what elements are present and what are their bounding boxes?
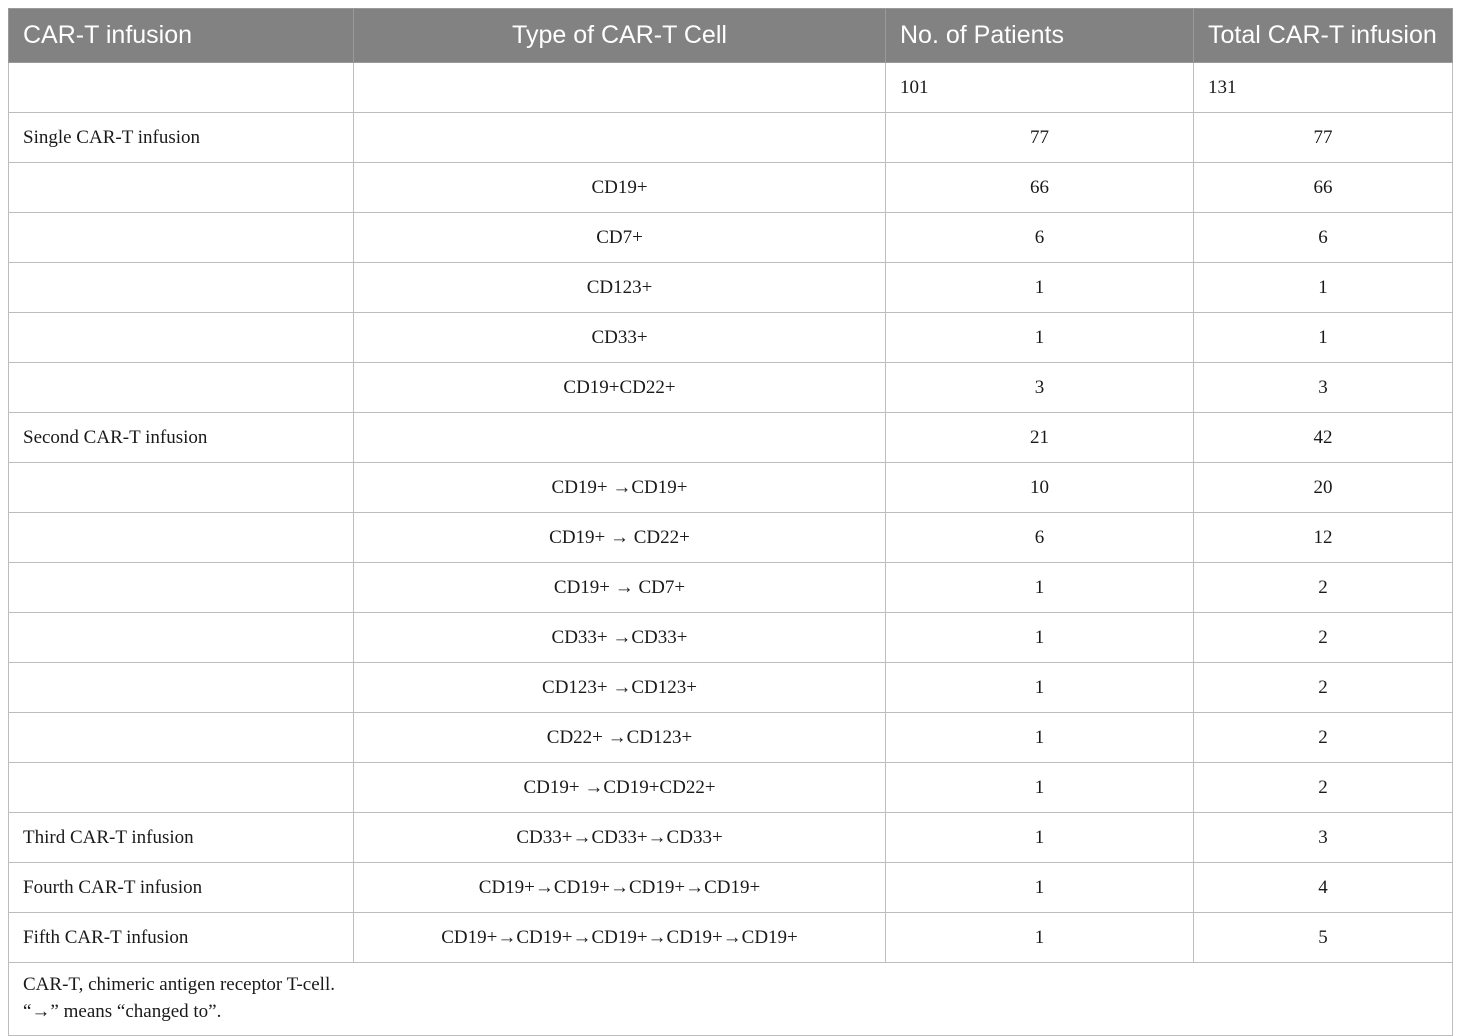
cell-patients: 1 [886, 313, 1194, 363]
cell-total: 2 [1194, 563, 1453, 613]
table-row [9, 563, 1453, 613]
table-row [9, 763, 1453, 813]
cell-infusion: Single CAR-T infusion [9, 113, 354, 163]
cell-infusion [9, 363, 354, 413]
header-row [9, 9, 1453, 63]
header-type-of-car-t-cell: Type of CAR-T Cell [354, 9, 886, 63]
cell-infusion [9, 163, 354, 213]
cell-infusion: Second CAR-T infusion [9, 413, 354, 463]
table-row [9, 463, 1453, 513]
cell-infusion [9, 313, 354, 363]
cell-infusion [9, 663, 354, 713]
cell-type: CD33+ [354, 313, 886, 363]
cell-infusion [9, 213, 354, 263]
table-row [9, 613, 1453, 663]
cell-patients: 6 [886, 513, 1194, 563]
cell-total: 2 [1194, 663, 1453, 713]
cell-infusion [9, 63, 354, 113]
table-row [9, 363, 1453, 413]
cell-infusion: Fourth CAR-T infusion [9, 863, 354, 913]
cell-type: CD19+ [354, 163, 886, 213]
table-footer [9, 963, 1453, 1036]
cell-total: 3 [1194, 813, 1453, 863]
table-row [9, 663, 1453, 713]
table-row [9, 313, 1453, 363]
cell-patients: 1 [886, 763, 1194, 813]
cell-type: CD33+ →CD33+ [354, 613, 886, 663]
cell-infusion: Third CAR-T infusion [9, 813, 354, 863]
cell-total: 2 [1194, 613, 1453, 663]
cell-total: 20 [1194, 463, 1453, 513]
table-header [9, 9, 1453, 63]
cell-type [354, 413, 886, 463]
cell-patients: 77 [886, 113, 1194, 163]
cell-infusion [9, 613, 354, 663]
cell-type: CD123+ [354, 263, 886, 313]
cell-type: CD19+→CD19+→CD19+→CD19+ [354, 863, 886, 913]
cell-type: CD7+ [354, 213, 886, 263]
cell-type: CD19+ →CD19+ [354, 463, 886, 513]
cell-patients: 21 [886, 413, 1194, 463]
cell-total: 42 [1194, 413, 1453, 463]
cell-type: CD19+→CD19+→CD19+→CD19+→CD19+ [354, 913, 886, 963]
cell-patients: 101 [886, 63, 1194, 113]
cell-total: 6 [1194, 213, 1453, 263]
cell-infusion [9, 763, 354, 813]
cell-type: CD19+ →CD19+CD22+ [354, 763, 886, 813]
table-row [9, 63, 1453, 113]
car-t-infusion-table [8, 8, 1453, 1036]
cell-infusion: Fifth CAR-T infusion [9, 913, 354, 963]
footnote-cell [9, 963, 1453, 1036]
cell-total: 12 [1194, 513, 1453, 563]
table-row [9, 713, 1453, 763]
cell-patients: 1 [886, 863, 1194, 913]
cell-total: 131 [1194, 63, 1453, 113]
cell-total: 5 [1194, 913, 1453, 963]
cell-patients: 1 [886, 263, 1194, 313]
cell-type [354, 113, 886, 163]
cell-type: CD19+ → CD7+ [354, 563, 886, 613]
cell-type: CD33+→CD33+→CD33+ [354, 813, 886, 863]
table-row [9, 863, 1453, 913]
cell-patients: 1 [886, 713, 1194, 763]
table-body [9, 63, 1453, 963]
cell-type: CD19+CD22+ [354, 363, 886, 413]
header-car-t-infusion: CAR-T infusion [9, 9, 354, 63]
table-row [9, 263, 1453, 313]
cell-total: 77 [1194, 113, 1453, 163]
cell-infusion [9, 563, 354, 613]
cell-infusion [9, 463, 354, 513]
cell-type [354, 63, 886, 113]
cell-patients: 1 [886, 563, 1194, 613]
table-row [9, 413, 1453, 463]
table-row [9, 213, 1453, 263]
cell-total: 1 [1194, 263, 1453, 313]
footnote-abbreviation: CAR-T, chimeric antigen receptor T-cell. [23, 974, 335, 995]
table-container [8, 8, 1452, 1036]
cell-type: CD19+ → CD22+ [354, 513, 886, 563]
cell-total: 2 [1194, 713, 1453, 763]
cell-type: CD22+ →CD123+ [354, 713, 886, 763]
cell-patients: 1 [886, 613, 1194, 663]
cell-patients: 6 [886, 213, 1194, 263]
table-row [9, 813, 1453, 863]
cell-type: CD123+ →CD123+ [354, 663, 886, 713]
cell-patients: 10 [886, 463, 1194, 513]
cell-total: 66 [1194, 163, 1453, 213]
cell-patients: 3 [886, 363, 1194, 413]
cell-infusion [9, 263, 354, 313]
cell-patients: 1 [886, 663, 1194, 713]
table-row [9, 513, 1453, 563]
cell-total: 4 [1194, 863, 1453, 913]
cell-infusion [9, 713, 354, 763]
table-row [9, 913, 1453, 963]
table-row [9, 113, 1453, 163]
header-total-car-t-infusion: Total CAR-T infusion [1194, 9, 1453, 63]
cell-total: 2 [1194, 763, 1453, 813]
cell-patients: 1 [886, 913, 1194, 963]
header-no-of-patients: No. of Patients [886, 9, 1194, 63]
table-row [9, 163, 1453, 213]
cell-total: 3 [1194, 363, 1453, 413]
cell-patients: 1 [886, 813, 1194, 863]
footnote-arrow-meaning: “→” means “changed to”. [23, 1001, 222, 1022]
cell-patients: 66 [886, 163, 1194, 213]
cell-total: 1 [1194, 313, 1453, 363]
cell-infusion [9, 513, 354, 563]
footnote-row [9, 963, 1453, 1036]
